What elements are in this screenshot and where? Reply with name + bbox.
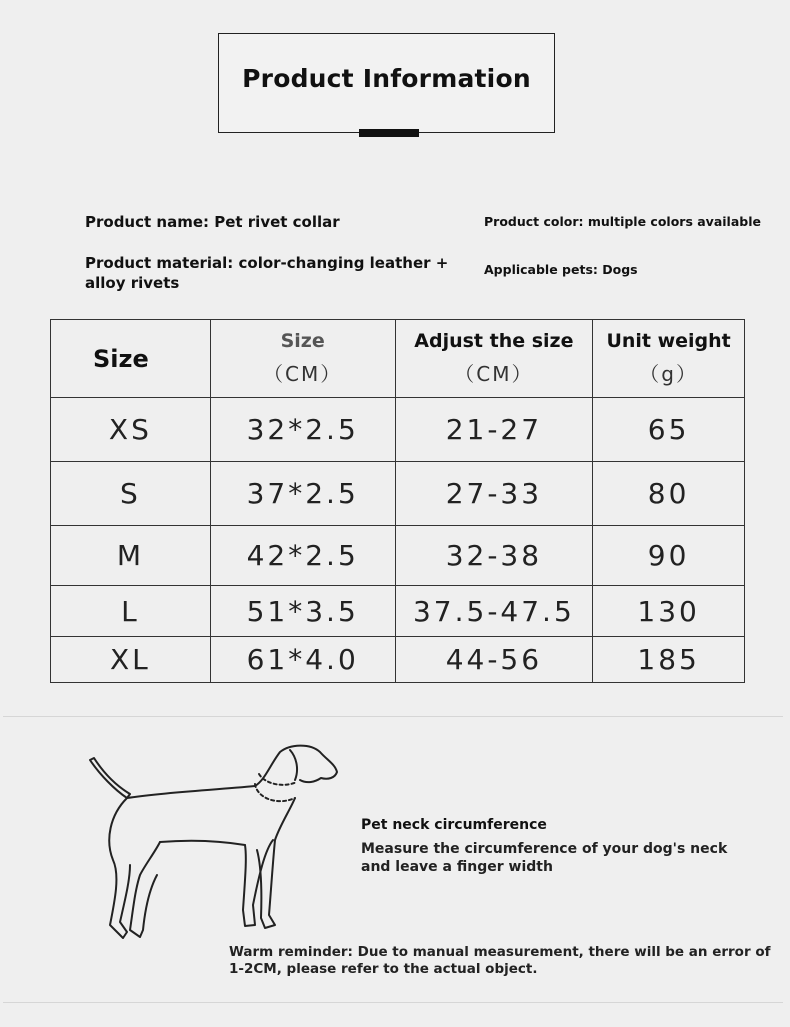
cell-size: L bbox=[51, 586, 211, 637]
header-size: Size bbox=[51, 320, 211, 398]
cell-size: S bbox=[51, 462, 211, 526]
cell-dimension: 61*4.0 bbox=[210, 637, 395, 683]
cell-adjust: 37.5-47.5 bbox=[395, 586, 593, 637]
neck-measure-title: Pet neck circumference bbox=[361, 817, 547, 833]
cell-weight: 185 bbox=[593, 637, 745, 683]
neck-measure-description: Measure the circumference of your dog's neck and leave a finger width bbox=[361, 841, 728, 875]
cell-adjust: 27-33 bbox=[395, 462, 593, 526]
table-row bbox=[51, 637, 745, 683]
page-title: Product Information bbox=[242, 64, 531, 93]
warm-reminder: Warm reminder: Due to manual measurement, there will be an error of 1-2CM, please refer to the actual object. bbox=[229, 944, 771, 977]
cell-adjust: 21-27 bbox=[395, 398, 593, 462]
cell-dimension: 42*2.5 bbox=[210, 526, 395, 586]
product-color: Product color: multiple colors available bbox=[484, 214, 761, 229]
title-underline bbox=[359, 129, 419, 137]
cell-weight: 80 bbox=[593, 462, 745, 526]
applicable-pets: Applicable pets: Dogs bbox=[484, 262, 638, 277]
product-name: Product name: Pet rivet collar bbox=[85, 213, 340, 231]
table-row bbox=[51, 398, 745, 462]
size-table bbox=[50, 319, 745, 683]
cell-adjust: 32-38 bbox=[395, 526, 593, 586]
cell-weight: 90 bbox=[593, 526, 745, 586]
table-row bbox=[51, 462, 745, 526]
product-material: Product material: color-changing leather + alloy rivets bbox=[85, 254, 449, 292]
cell-adjust: 44-56 bbox=[395, 637, 593, 683]
table-header-row bbox=[51, 320, 745, 398]
cell-size: XL bbox=[51, 637, 211, 683]
cell-dimension: 51*3.5 bbox=[210, 586, 395, 637]
header-size-cm: Size （CM） bbox=[210, 320, 395, 398]
cell-size: XS bbox=[51, 398, 211, 462]
cell-dimension: 37*2.5 bbox=[210, 462, 395, 526]
table-row bbox=[51, 586, 745, 637]
header-unit-weight: Unit weight （g） bbox=[593, 320, 745, 398]
cell-size: M bbox=[51, 526, 211, 586]
cell-dimension: 32*2.5 bbox=[210, 398, 395, 462]
cell-weight: 65 bbox=[593, 398, 745, 462]
header-adjust-size: Adjust the size （CM） bbox=[395, 320, 593, 398]
bottom-divider bbox=[3, 1002, 783, 1003]
dog-outline-icon bbox=[85, 740, 345, 945]
title-box bbox=[218, 33, 555, 133]
table-row bbox=[51, 526, 745, 586]
cell-weight: 130 bbox=[593, 586, 745, 637]
section-divider bbox=[3, 716, 783, 717]
